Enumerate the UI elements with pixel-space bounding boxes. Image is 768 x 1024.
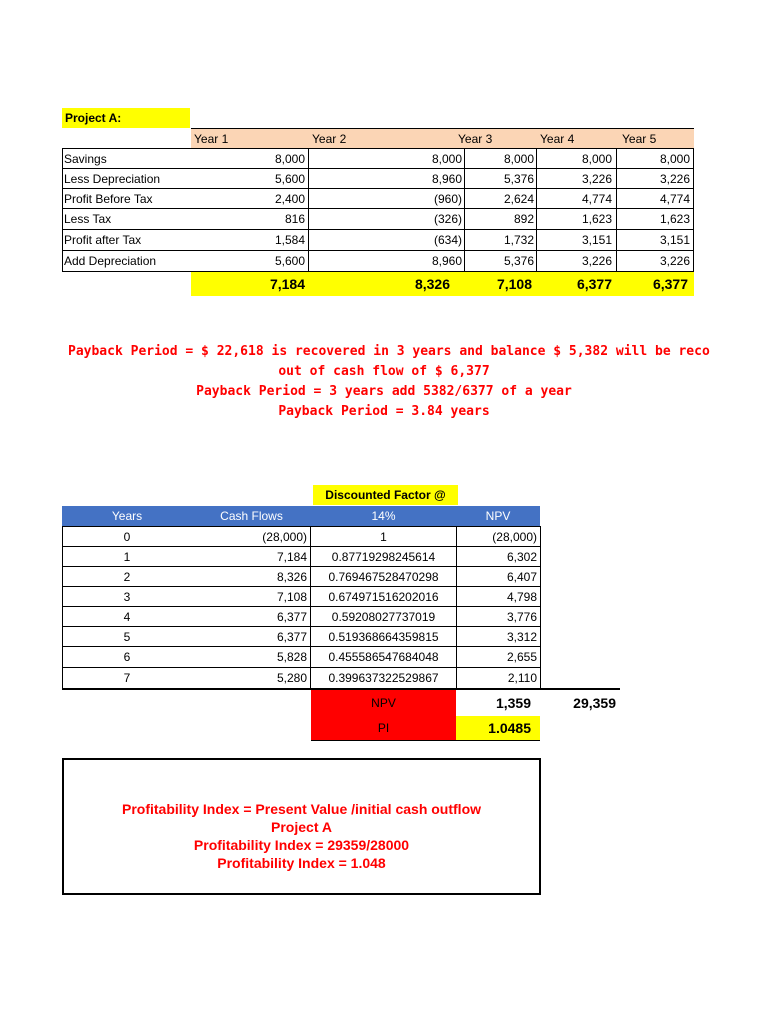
- table1-cell: 8,000: [659, 152, 690, 166]
- table1-line: [62, 229, 694, 230]
- table1-header-year2: Year 2: [312, 132, 347, 146]
- table2-line: [310, 526, 311, 688]
- payback-line-1: Payback Period = $ 22,618 is recovered in 3 years and balance $ 5,382 will be reco: [68, 344, 710, 359]
- table1-cell: 5,376: [503, 172, 534, 186]
- table1-cell: 3,226: [659, 172, 690, 186]
- table1-cell: 1,732: [503, 233, 534, 247]
- table1-line: [62, 250, 694, 251]
- table1-row-label: Less Tax: [64, 212, 112, 226]
- table1-header-year3: Year 3: [458, 132, 493, 146]
- table1-cell: 4,774: [581, 192, 612, 206]
- table1-cell: 8,000: [431, 152, 462, 166]
- pv-total: 29,359: [573, 695, 616, 711]
- table2-npv: 3,312: [506, 630, 537, 644]
- table2-factor: 0.87719298245614: [331, 550, 436, 564]
- table2-line: [62, 566, 541, 567]
- pi-box-line-1: Profitability Index = Present Value /initial cash outflow: [121, 801, 482, 817]
- table1-header-year5: Year 5: [622, 132, 657, 146]
- table1-cell: (634): [433, 233, 462, 247]
- table1-cell: 8,000: [503, 152, 534, 166]
- table1-total: 6,377: [576, 276, 612, 292]
- table2-line: [62, 646, 541, 647]
- table1-line: [616, 148, 617, 271]
- npv-value: 1,359: [495, 695, 531, 711]
- table2-npv: 2,655: [506, 650, 537, 664]
- table2-factor: 0.399637322529867: [328, 671, 439, 685]
- table2-year: 4: [123, 610, 131, 624]
- table2-cash: 5,280: [276, 671, 307, 685]
- table1-cell: 2,624: [503, 192, 534, 206]
- table2-header-npv: NPV: [456, 506, 540, 526]
- table1-cell: 1,623: [581, 212, 612, 226]
- pi-value: 1.0485: [488, 720, 531, 736]
- table1-cell: 8,960: [431, 254, 462, 268]
- pi-box-line-3: Profitability Index = 29359/28000: [193, 837, 410, 853]
- table2-year: 2: [123, 570, 131, 584]
- table1-line: [308, 148, 309, 271]
- table1-cell: 5,376: [503, 254, 534, 268]
- pi-box-line-4: Profitability Index = 1.048: [217, 855, 386, 871]
- table2-line: [62, 526, 63, 688]
- table2-cash: 7,184: [276, 550, 307, 564]
- table1-cell: 4,774: [659, 192, 690, 206]
- table1-cell: 3,226: [659, 254, 690, 268]
- table1-line: [693, 148, 694, 271]
- table2-line: [62, 546, 541, 547]
- table2-factor: 1: [380, 530, 387, 544]
- table1-total: 7,184: [269, 276, 305, 292]
- table2-line: [456, 526, 457, 688]
- pi-label: PI: [377, 721, 390, 735]
- table1-line: [62, 148, 63, 271]
- table2-year: 7: [123, 671, 131, 685]
- table1-total: 6,377: [652, 276, 688, 292]
- table1-line: [62, 271, 694, 272]
- table2-npv: 4,798: [506, 590, 537, 604]
- table2-year: 6: [123, 650, 131, 664]
- table1-total: 7,108: [496, 276, 532, 292]
- table2-cash: (28,000): [262, 530, 307, 544]
- table2-line: [311, 740, 540, 741]
- npv-label: NPV: [371, 696, 396, 710]
- table2-line: [62, 586, 541, 587]
- table2-header-rate: 14%: [311, 506, 456, 526]
- discount-factor-label: Discounted Factor @: [313, 485, 458, 505]
- table1-cell: 1,623: [659, 212, 690, 226]
- table1-cell: 892: [513, 212, 534, 226]
- table1-line: [62, 168, 694, 169]
- table1-cell: 8,000: [581, 152, 612, 166]
- table2-year: 1: [123, 550, 131, 564]
- table2-cash: 8,326: [276, 570, 307, 584]
- table2-year: 5: [123, 630, 131, 644]
- table2-line: [62, 526, 541, 527]
- payback-line-2: out of cash flow of $ 6,377: [278, 364, 490, 379]
- table2-npv: 2,110: [507, 671, 537, 685]
- table2-header-cashflows: Cash Flows: [192, 506, 311, 526]
- table2-npv: 3,776: [506, 610, 537, 624]
- table2-npv: 6,302: [506, 550, 537, 564]
- project-label: Project A:: [62, 108, 190, 128]
- table1-cell: 2,400: [274, 192, 305, 206]
- table1-row-label: Add Depreciation: [64, 254, 157, 268]
- table1-line: [62, 208, 694, 209]
- table2-factor: 0.59208027737019: [331, 610, 436, 624]
- table1-cell: 3,226: [581, 254, 612, 268]
- table2-year: 3: [123, 590, 131, 604]
- table1-cell: 3,151: [659, 233, 690, 247]
- payback-line-4: Payback Period = 3.84 years: [278, 404, 490, 419]
- table2-cash: 6,377: [276, 630, 307, 644]
- table1-row-label: Profit Before Tax: [64, 192, 153, 206]
- table1-cell: 816: [284, 212, 305, 226]
- table2-cash: 7,108: [276, 590, 307, 604]
- table2-header-years: Years: [62, 506, 192, 526]
- table1-cell: 1,584: [274, 233, 305, 247]
- table1-line: [62, 188, 694, 189]
- table2-factor: 0.455586547684048: [328, 650, 439, 664]
- table1-line: [62, 148, 694, 149]
- table2-line: [62, 606, 541, 607]
- table2-line: [540, 526, 541, 688]
- table2-npv: (28,000): [492, 530, 537, 544]
- table2-factor: 0.519368664359815: [328, 630, 439, 644]
- table1-row-label: Less Depreciation: [64, 172, 161, 186]
- table1-header-fill: [191, 128, 694, 148]
- table1-cell: 3,226: [581, 172, 612, 186]
- payback-line-3: Payback Period = 3 years add 5382/6377 of a year: [196, 384, 572, 399]
- table1-row-label: Savings: [64, 152, 107, 166]
- table1-cell: (326): [433, 212, 462, 226]
- table1-cell: 8,000: [274, 152, 305, 166]
- table1-row-label: Profit after Tax: [64, 233, 142, 247]
- table1-line: [536, 148, 537, 271]
- table1-line: [464, 148, 465, 271]
- table2-cash: 5,828: [276, 650, 307, 664]
- table2-cash: 6,377: [276, 610, 307, 624]
- table2-factor: 0.674971516202016: [328, 590, 439, 604]
- table1-cell: 3,151: [581, 233, 612, 247]
- table2-line: [62, 667, 541, 668]
- pi-box-line-2: Project A: [271, 819, 332, 835]
- table1-cell: (960): [433, 192, 462, 206]
- table2-line: [62, 626, 541, 627]
- table2-npv: 6,407: [506, 570, 537, 584]
- table1-cell: 8,960: [431, 172, 462, 186]
- table1-line: [191, 128, 694, 129]
- table2-year: 0: [123, 530, 131, 544]
- table1-cell: 5,600: [274, 172, 305, 186]
- table1-header-year1: Year 1: [194, 132, 229, 146]
- table1-total: 8,326: [414, 276, 450, 292]
- table1-cell: 5,600: [274, 254, 305, 268]
- table1-header-year4: Year 4: [540, 132, 575, 146]
- table2-factor: 0.769467528470298: [328, 570, 439, 584]
